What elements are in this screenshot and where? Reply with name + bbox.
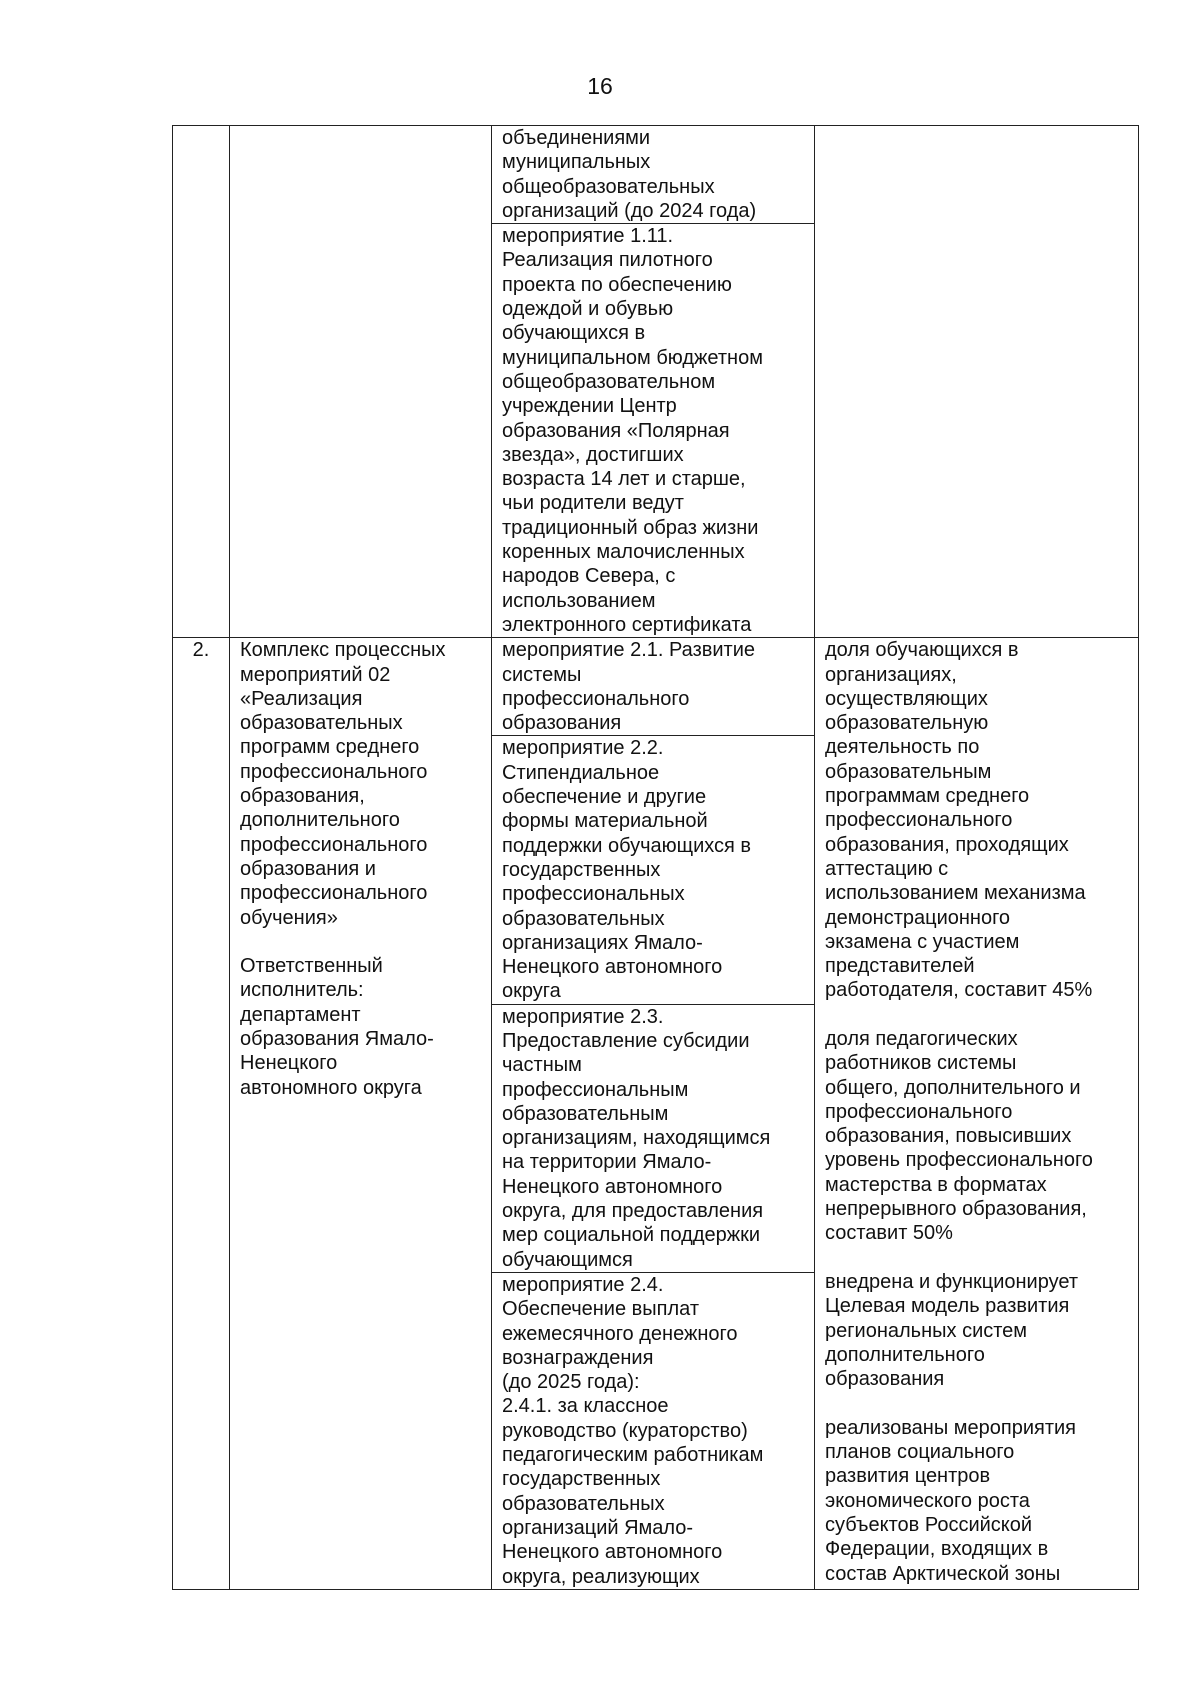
activity-cell: мероприятие 2.3. Предоставление субсидии частным профессиональным образовательным организациям, находящимся на территории Ямало- Ненецкого автономного округа, для предоставления мер социальной поддержки обучающимся (492, 1004, 815, 1272)
activity-cell: мероприятие 2.1. Развитие системы профессионального образования (492, 638, 815, 736)
row-number-cell (173, 126, 230, 638)
activity-cell: мероприятие 1.11. Реализация пилотного проекта по обеспечению одеждой и обувью обучающихся в муниципальном бюджетном общеобразовательном учреждении Центр образования «Полярная звезда», достигших возраста 14 лет и старше, чьи родители ведут традиционный образ жизни коренных малочисленных народов Севера, с использованием электронного сертификата (492, 224, 815, 638)
activity-cell: мероприятие 2.2. Стипендиальное обеспечение и другие формы материальной поддержки обучающихся в государственных профессиональных образовательных организациях Ямало- Ненецкого автономного округа (492, 736, 815, 1004)
activity-cell: мероприятие 2.4. Обеспечение выплат ежемесячного денежного вознаграждения (до 2025 года): 2.4.1. за классное руководство (кураторство) педагогическим работникам государственных образовательных организаций Ямало- Ненецкого автономного округа, реализующих (492, 1272, 815, 1589)
page-number: 16 (587, 73, 613, 99)
program-table (172, 125, 1139, 1590)
row-number-cell: 2. (173, 638, 230, 1590)
complex-cell (230, 126, 492, 638)
results-cell (815, 126, 1139, 638)
table-row (173, 126, 1139, 224)
table-row (173, 638, 1139, 736)
activity-cell: объединениями муниципальных общеобразовательных организаций (до 2024 года) (492, 126, 815, 224)
results-cell: доля обучающихся в организациях, осуществляющих образовательную деятельность по образовательным программам среднего профессионального образования, проходящих аттестацию с использованием механизма демонстрационного экзамена с участием представителей работодателя, составит 45% доля педагогических работников системы общего, дополнительного и профессионального образования, повысивших уровень профессионального мастерства в форматах непрерывного образования, составит 50% внедрена и функционирует Целевая модель развития региональных систем дополнительного образования реализованы мероприятия планов социального развития центров экономического роста субъектов Российской Федерации, входящих в состав Арктической зоны (815, 638, 1139, 1590)
complex-cell: Комплекс процессных мероприятий 02 «Реализация образовательных программ среднего профессионального образования, дополнительного профессионального образования и профессионального обучения» Ответственный исполнитель: департамент образования Ямало- Ненецкого автономного округа (230, 638, 492, 1590)
